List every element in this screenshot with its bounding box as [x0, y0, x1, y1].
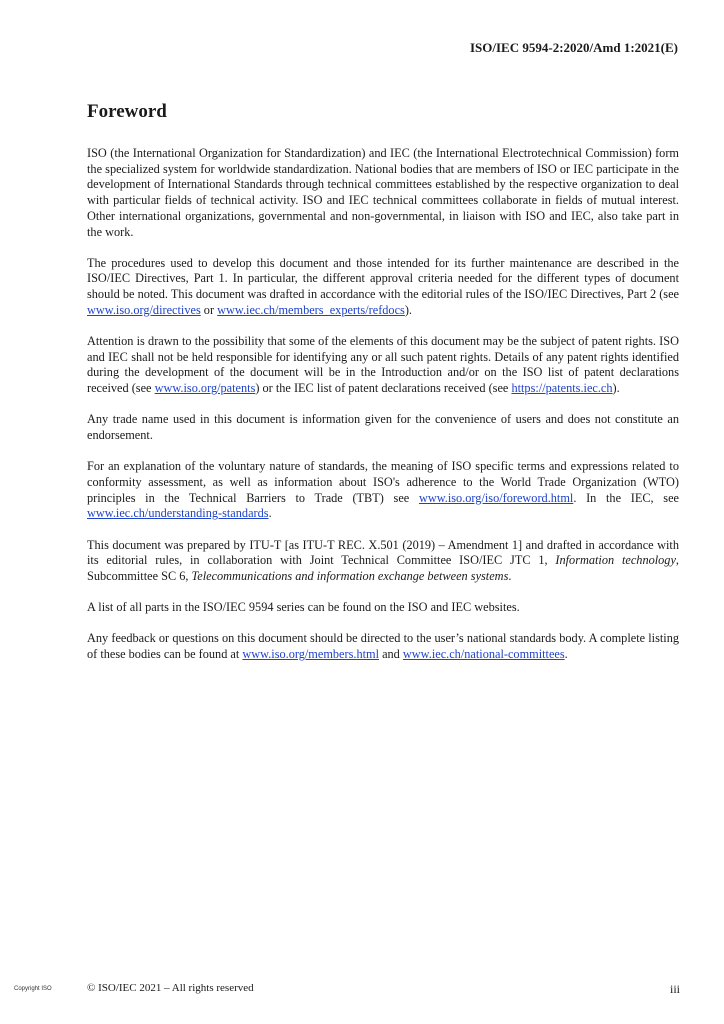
paragraph-1: ISO (the International Organization for Standardization) and IEC (the International Electrotechnical Commission) form the specialized system for worldwide standardization. National bodies that are members of ISO or IEC participate in the development of International Standards through technical committees established by the respective organization to deal with particular fields of technical activity. ISO and IEC technical committees collaborate in fields of mutual interest. Other international organizations, governmental and non-governmental, in liaison with ISO and IEC, also take part in the work.	[87, 146, 679, 239]
paragraph-2-mid: or	[200, 302, 218, 317]
page-number: iii	[669, 982, 680, 996]
paragraph-6-end: .	[508, 568, 512, 583]
paragraph-3	[87, 334, 679, 397]
iso-foreword-link[interactable]: www.iso.org/iso/foreword.html	[418, 490, 574, 505]
paragraph-2-text: The procedures used to develop this document and those intended for its further maintenance are described in the ISO/IEC Directives, Part 1. In particular, the different approval criteria needed for the different types of document should be noted. This document was drafted in accordance with the editorial rules of the ISO/IEC Directives, Part 2 (see	[87, 255, 679, 302]
paragraph-6-mid: , Subcommittee SC 6,	[87, 553, 679, 583]
document-id: ISO/IEC 9594-2:2020/Amd 1:2021(E)	[469, 40, 678, 55]
committee-name: Information technology	[555, 553, 676, 568]
paragraph-2-end: ).	[404, 302, 412, 317]
paragraph-8-text: Any feedback or questions on this document should be directed to the user’s national standards body. A complete listing of these bodies can be found at	[87, 631, 679, 662]
iec-refdocs-link[interactable]: www.iec.ch/members_experts/refdocs	[217, 302, 405, 317]
paragraph-3-end: ).	[612, 381, 620, 396]
page-footer	[0, 982, 724, 998]
iso-members-link[interactable]: www.iso.org/members.html	[242, 647, 379, 662]
paragraph-5-mid: . In the IEC, see	[573, 490, 679, 505]
paragraph-2	[87, 256, 679, 319]
paragraph-7: A list of all parts in the ISO/IEC 9594 series can be found on the ISO and IEC websites.	[87, 600, 520, 615]
paragraph-8-end: .	[564, 647, 568, 662]
iec-patents-link[interactable]: https://patents.iec.ch	[511, 381, 613, 396]
paragraph-5-end: .	[268, 506, 272, 521]
subcommittee-name: Telecommunications and information exchange between systems	[191, 568, 509, 583]
copyright-watermark: Copyright ISO	[14, 986, 52, 992]
paragraph-4: Any trade name used in this document is information given for the convenience of users and does not constitute an endorsement.	[87, 412, 679, 443]
iec-understanding-standards-link[interactable]: www.iec.ch/understanding-standards	[87, 506, 269, 521]
foreword-body	[87, 146, 679, 678]
paragraph-6	[87, 538, 679, 585]
paragraph-8-mid: and	[379, 647, 403, 662]
iso-patents-link[interactable]: www.iso.org/patents	[154, 381, 256, 396]
paragraph-3-text: Attention is drawn to the possibility that some of the elements of this document may be the subject of patent rights. ISO and IEC shall not be held responsible for identifying any or all such patent rights. Details of any patent rights identified during the development of the document will be in the Introduction and/or on the ISO list of patent declarations received (see	[87, 334, 679, 396]
paragraph-5-text: For an explanation of the voluntary nature of standards, the meaning of ISO specific terms and expressions related to conformity assessment, as well as information about ISO's adherence to the World Trade Organization (WTO) principles in the Technical Barriers to Trade (TBT) see	[87, 459, 679, 505]
paragraph-5	[87, 459, 679, 522]
paragraph-3-mid: ) or the IEC list of patent declarations received (see	[255, 381, 512, 396]
page-title: Foreword	[87, 101, 167, 122]
iso-directives-link[interactable]: www.iso.org/directives	[87, 302, 201, 317]
paragraph-8	[87, 631, 679, 662]
paragraph-6-text: This document was prepared by ITU-T [as ITU-T REC. X.501 (2019) – Amendment 1] and drafted in accordance with its editorial rules, in collaboration with Joint Technical Committee ISO/IEC JTC 1,	[87, 537, 679, 568]
copyright-notice: © ISO/IEC 2021 – All rights reserved	[87, 982, 254, 994]
iec-national-committees-link[interactable]: www.iec.ch/national-committees	[402, 647, 565, 662]
